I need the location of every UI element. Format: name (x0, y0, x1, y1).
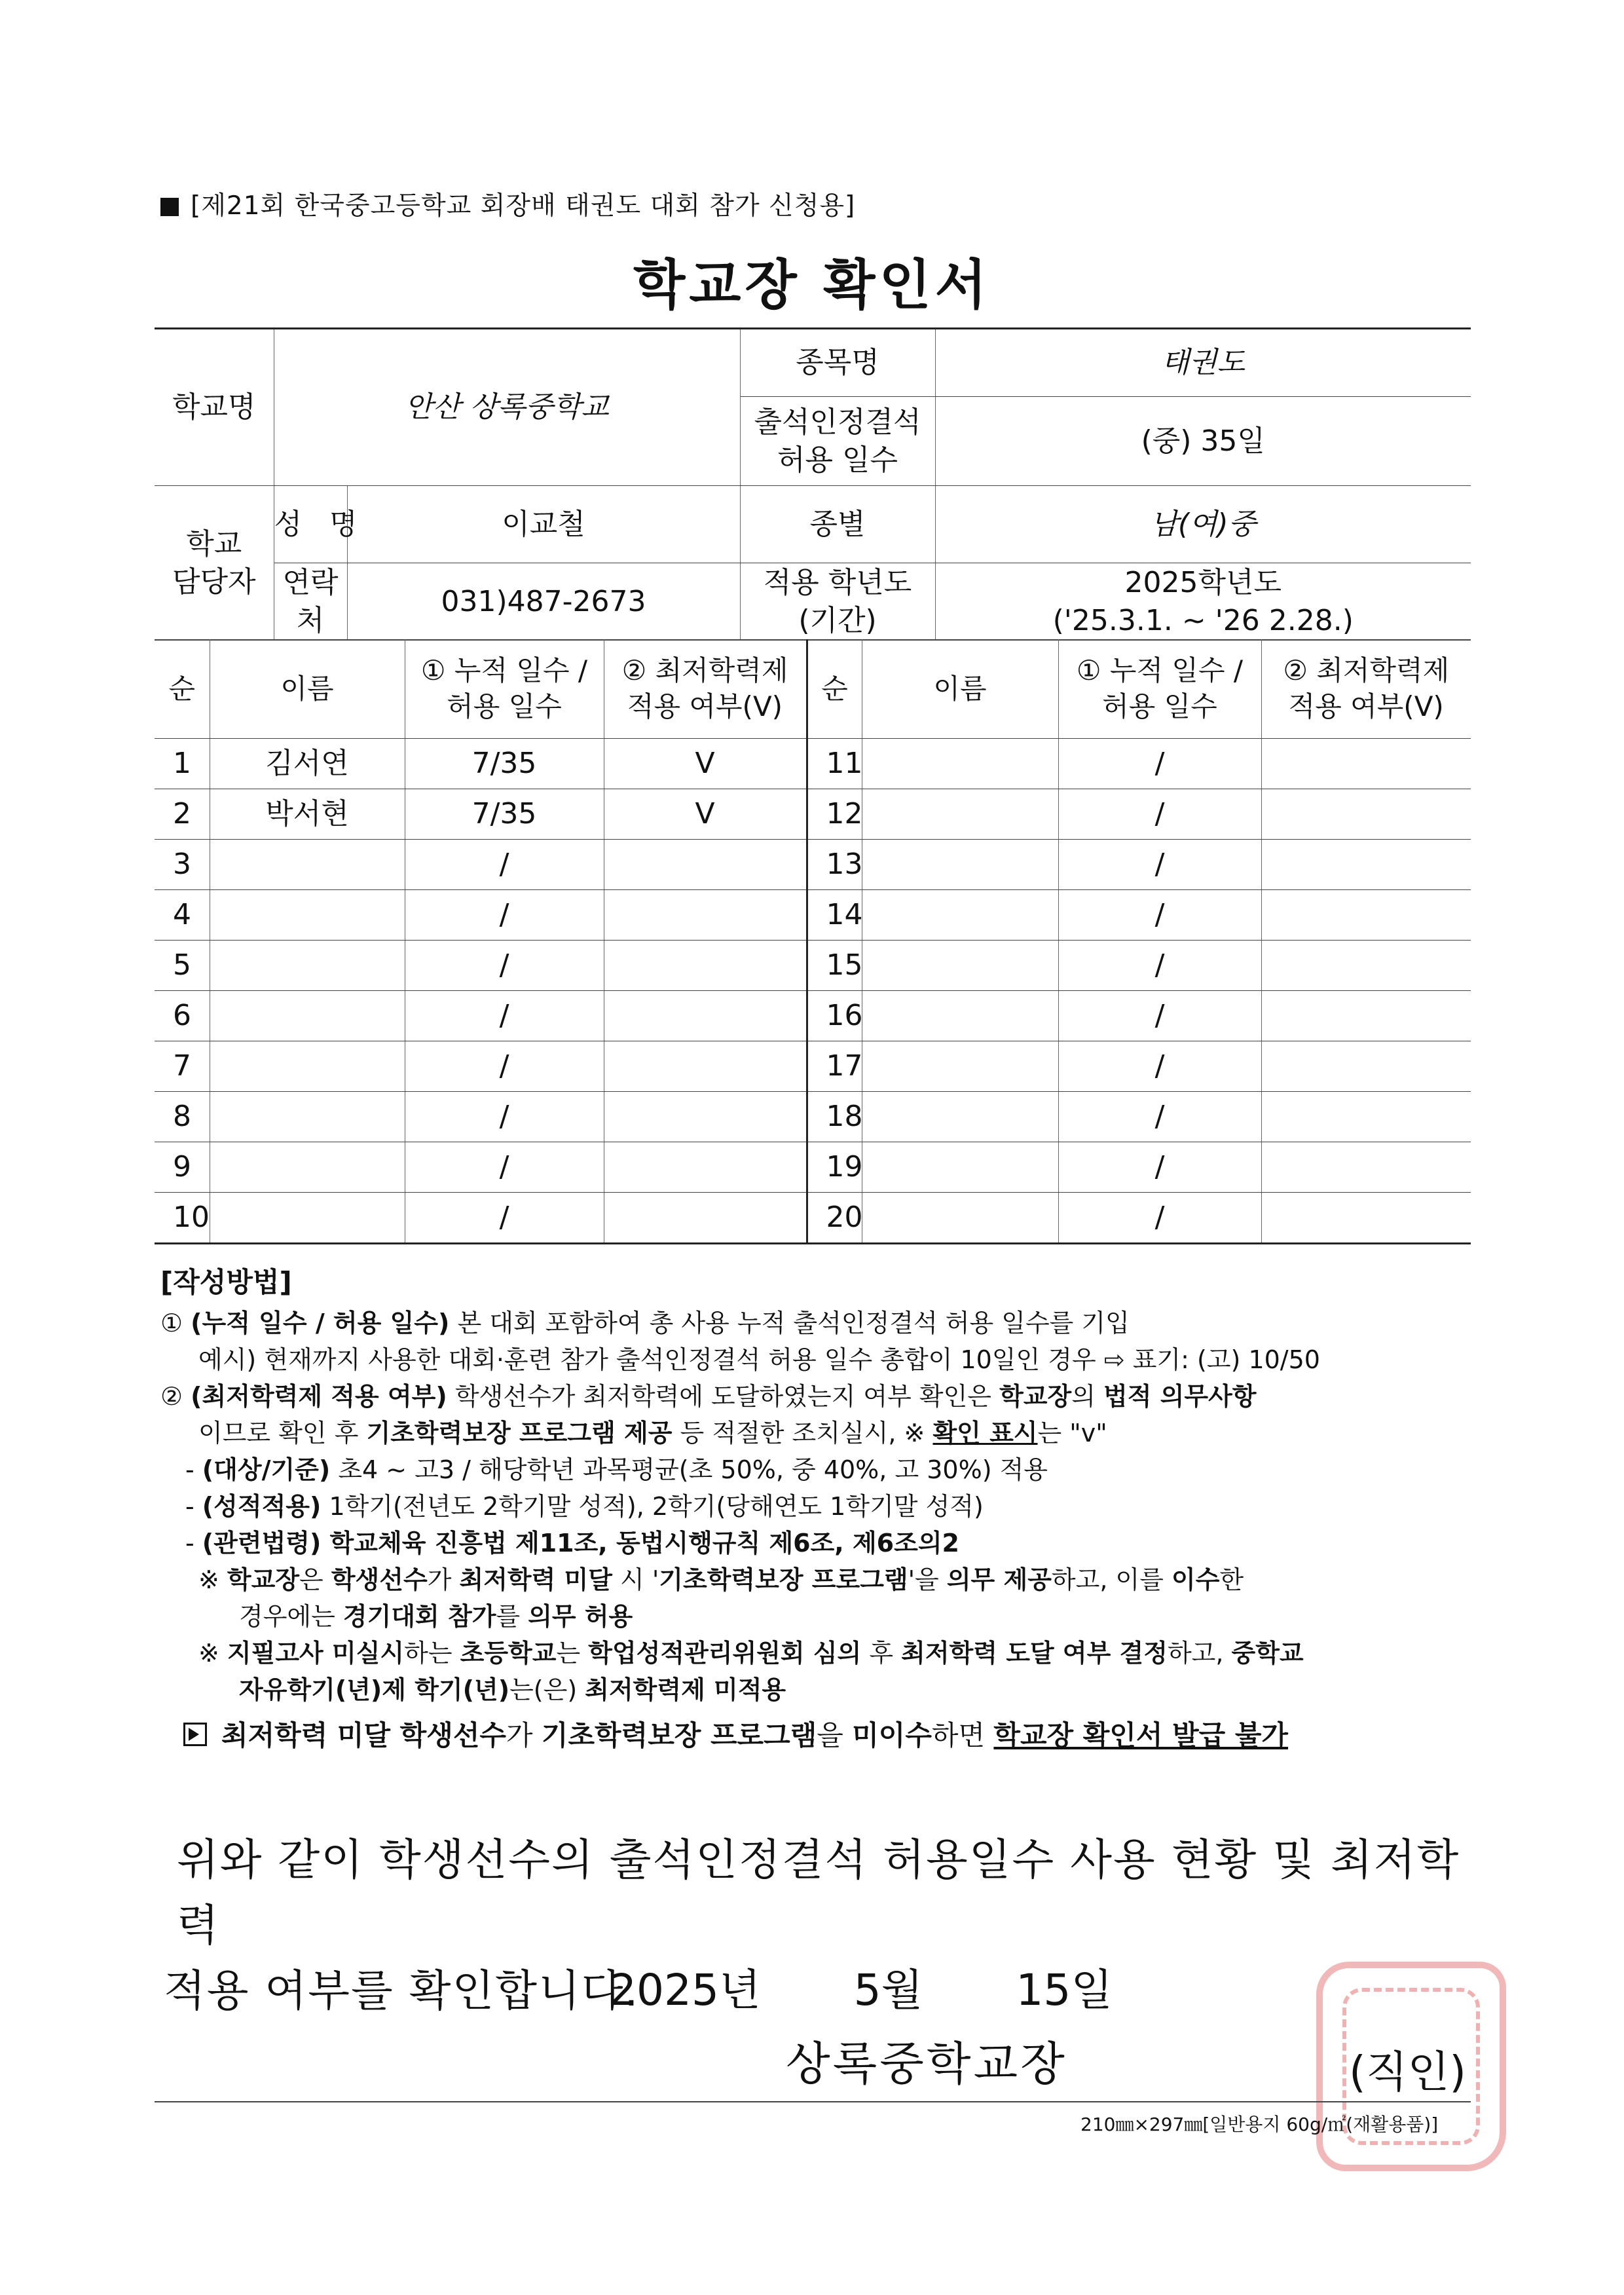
absence-days: / (1058, 941, 1261, 991)
row-number: 16 (807, 991, 862, 1041)
school-year-label-line1: 적용 학년도 (763, 566, 912, 600)
row-number: 8 (155, 1092, 210, 1142)
bold-term: 기초학력보장 프로그램 (659, 1565, 908, 1594)
instruction-text: 초4 ~ 고3 / 해당학년 과목평균(초 50%, 중 40%, 고 30%) 적용 (330, 1455, 1048, 1484)
min-score-check (604, 1142, 807, 1193)
instruction-text: 는 (556, 1639, 589, 1668)
bold-term: 경기대회 참가 (342, 1602, 496, 1631)
instruction-text: 본 대회 포함하여 총 사용 누적 출석인정결석 허용 일수를 기입 (449, 1309, 1130, 1337)
confirmation-line1: 위와 같이 학생선수의 출석인정결석 허용일수 사용 현황 및 최저학력 (177, 1835, 1460, 1950)
contact-group-label (155, 486, 274, 641)
student-name: 박서현 (210, 789, 405, 840)
bold-term: (최저학력제 적용 여부) (191, 1382, 447, 1411)
bold-term: 학교장 (999, 1382, 1072, 1411)
student-name (862, 739, 1058, 789)
bold-term: 최저학력 미달 (459, 1565, 612, 1594)
paper-spec-note: 210㎜×297㎜[일반용지 60g/㎡(재활용품)] (1080, 2114, 1439, 2135)
sport-value: 태권도 (935, 329, 1471, 397)
dash-bullet: - (185, 1455, 202, 1484)
absence-days: / (1058, 1193, 1261, 1244)
bottom-divider (155, 2101, 1471, 2102)
student-name (210, 991, 405, 1041)
instruction-text: 하는 (404, 1639, 460, 1668)
absence-days: / (1058, 1092, 1261, 1142)
min-score-check (604, 1193, 807, 1244)
row-number: 10 (155, 1193, 210, 1244)
bold-term: 지필고사 미실시 (227, 1639, 405, 1668)
col-header-days-right (1058, 640, 1261, 739)
absence-days: / (1058, 739, 1261, 789)
min-score-check (604, 941, 807, 991)
instruction-text: 등 적절한 조치실시, ※ (672, 1419, 933, 1447)
instruction-text: 학생선수가 최저학력에 도달하였는지 여부 확인은 (447, 1382, 1000, 1411)
min-score-check (604, 991, 807, 1041)
min-score-check (1261, 840, 1471, 890)
instruction-text: 1학기(전년도 2학기말 성적), 2학기(당해연도 1학기말 성적) (321, 1492, 984, 1521)
school-info-table (155, 327, 1471, 641)
col-header-days (405, 640, 604, 739)
table-row (155, 941, 1471, 991)
col-header-min-line1: ② 최저학력제 (621, 654, 788, 687)
absence-days-label-line1: 출석인정결석 (754, 405, 921, 439)
instruction-line (160, 1525, 1477, 1561)
student-name (862, 991, 1058, 1041)
row-number: 19 (807, 1142, 862, 1193)
row-number: 5 (155, 941, 210, 991)
circled-number: ② (160, 1382, 191, 1411)
sport-label: 종목명 (740, 329, 935, 397)
student-name (210, 840, 405, 890)
bold-term: (대상/기준) (202, 1455, 331, 1484)
table-row (155, 1193, 1471, 1244)
col-header-min-right-line1: ② 최저학력제 (1283, 654, 1450, 687)
table-row (155, 1142, 1471, 1193)
underlined-term: 학교장 확인서 발급 불가 (993, 1719, 1288, 1751)
min-score-check (1261, 890, 1471, 941)
col-header-days-right-line2: 허용 일수 (1102, 690, 1217, 722)
instruction-line (160, 1415, 1477, 1451)
contact-group-label-line1: 학교 (186, 527, 242, 561)
absence-days: / (1058, 789, 1261, 840)
table-row (155, 789, 1471, 840)
student-name (862, 789, 1058, 840)
col-header-seq: 순 (155, 640, 210, 739)
bold-term: 학생선수 (331, 1565, 428, 1594)
absence-days: / (1058, 991, 1261, 1041)
min-score-check: V (604, 789, 807, 840)
instruction-text: 한 (1219, 1565, 1244, 1594)
school-year-value-line1: 2025학년도 (1124, 566, 1282, 600)
row-number: 4 (155, 890, 210, 941)
dash-bullet: - (185, 1529, 202, 1558)
row-number: 3 (155, 840, 210, 890)
min-score-check (604, 890, 807, 941)
instruction-warning-line (160, 1717, 1477, 1754)
school-year-value (935, 563, 1471, 641)
school-year-value-line2: ('25.3.1. ~ '26 2.28.) (1052, 603, 1354, 637)
absence-days: / (405, 1092, 604, 1142)
table-row (155, 890, 1471, 941)
bold-term: 최저학력 미달 학생선수 (221, 1719, 506, 1751)
bold-term: 의무 허용 (528, 1602, 633, 1631)
form-header-line (160, 185, 855, 222)
min-score-check (1261, 1041, 1471, 1092)
col-header-name: 이름 (210, 640, 405, 739)
instruction-text: 시 ' (612, 1565, 659, 1594)
bold-term: 미이수 (852, 1719, 932, 1751)
instruction-text: 이므로 확인 후 (198, 1419, 367, 1447)
instruction-line (160, 1561, 1477, 1598)
col-header-min-right-line2: 적용 여부(V) (1288, 690, 1444, 722)
col-header-days-right-line1: ① 누적 일수 / (1076, 654, 1244, 687)
bold-term: (성적적용) (202, 1492, 322, 1521)
col-header-days-line1: ① 누적 일수 / (420, 654, 588, 687)
absence-days: / (1058, 1041, 1261, 1092)
row-number: 7 (155, 1041, 210, 1092)
gender-label: 종별 (740, 486, 935, 563)
student-name (210, 890, 405, 941)
instruction-text: 를 (496, 1602, 528, 1631)
bold-term: 중학교 (1231, 1639, 1304, 1668)
absence-days: / (405, 991, 604, 1041)
writing-instructions (160, 1264, 1477, 1754)
col-header-min-score (604, 640, 807, 739)
student-name (862, 1193, 1058, 1244)
student-name (862, 890, 1058, 941)
instruction-text: 하면 (931, 1719, 994, 1751)
instructions-title: [작성방법] (160, 1266, 292, 1298)
row-number: 13 (807, 840, 862, 890)
instruction-line (160, 1598, 1477, 1635)
row-number: 2 (155, 789, 210, 840)
col-header-seq-right: 순 (807, 640, 862, 739)
row-number: 9 (155, 1142, 210, 1193)
row-number: 17 (807, 1041, 862, 1092)
min-score-check: V (604, 739, 807, 789)
document-title: 학교장 확인서 (633, 254, 991, 316)
instruction-line (160, 1488, 1477, 1525)
absence-days: / (1058, 890, 1261, 941)
absence-days: / (1058, 840, 1261, 890)
table-row (155, 739, 1471, 789)
instruction-line (160, 1635, 1477, 1671)
phone-value: 031)487-2673 (347, 563, 740, 641)
student-name (862, 1092, 1058, 1142)
confirmation-line2: 적용 여부를 확인합니다. (164, 1966, 640, 2016)
row-number: 6 (155, 991, 210, 1041)
instruction-text: 는 "v" (1037, 1419, 1107, 1447)
instruction-text: 의 (1071, 1382, 1104, 1411)
row-number: 14 (807, 890, 862, 941)
student-name (210, 1193, 405, 1244)
instruction-text: 하고, 이를 (1051, 1565, 1172, 1594)
table-row (155, 991, 1471, 1041)
absence-days-value: (중) 35일 (935, 397, 1471, 486)
school-year-label-line2: (기간) (798, 603, 877, 637)
bold-term: 최저학력제 미적용 (585, 1675, 786, 1704)
student-name (210, 1092, 405, 1142)
student-name (210, 1041, 405, 1092)
absence-days: / (405, 1142, 604, 1193)
student-name (862, 840, 1058, 890)
row-number: 20 (807, 1193, 862, 1244)
min-score-check (1261, 991, 1471, 1041)
school-name-value: 안산 상록중학교 (274, 329, 740, 486)
school-name-label: 학교명 (155, 329, 274, 486)
instruction-text: 가 (506, 1719, 542, 1751)
circled-number: ① (160, 1309, 191, 1337)
min-score-check (1261, 1092, 1471, 1142)
principal-name: 상록중학교장 (786, 2037, 1067, 2091)
instruction-line: 예시) 현재까지 사용한 대회·훈련 참가 출석인정결석 허용 일수 총합이 10일인 경우 ⇨ 표기: (고) 10/50 (198, 1345, 1320, 1374)
dash-bullet: - (185, 1492, 202, 1521)
instruction-text: 가 (427, 1565, 460, 1594)
absence-days-label-line2: 허용 일수 (777, 443, 898, 477)
row-number: 18 (807, 1092, 862, 1142)
col-header-min-score-right (1261, 640, 1471, 739)
row-number: 12 (807, 789, 862, 840)
student-name (862, 941, 1058, 991)
manager-name-label: 성 명 (274, 486, 347, 563)
arrow-box-icon (183, 1723, 207, 1746)
absence-days: / (1058, 1142, 1261, 1193)
note-mark: ※ (198, 1639, 227, 1668)
absence-days: 7/35 (405, 789, 604, 840)
absence-days: / (405, 1193, 604, 1244)
row-number: 1 (155, 739, 210, 789)
bold-term: 이수 (1171, 1565, 1220, 1594)
student-name (862, 1041, 1058, 1092)
bold-term: 초등학교 (460, 1639, 557, 1668)
row-number: 11 (807, 739, 862, 789)
absence-days: / (405, 890, 604, 941)
table-row (155, 1092, 1471, 1142)
row-number: 15 (807, 941, 862, 991)
manager-name-value: 이교철 (347, 486, 740, 563)
col-header-name-right: 이름 (862, 640, 1058, 739)
min-score-check (604, 1041, 807, 1092)
student-name (210, 1142, 405, 1193)
min-score-check (604, 840, 807, 890)
bold-term: 기초학력보장 프로그램 제공 (366, 1419, 673, 1447)
instruction-text: 후 (861, 1639, 902, 1668)
absence-days: / (405, 941, 604, 991)
min-score-check (1261, 941, 1471, 991)
bold-term: 의무 제공 (946, 1565, 1052, 1594)
instruction-text: 하고, (1167, 1639, 1232, 1668)
student-name (862, 1142, 1058, 1193)
col-header-min-line2: 적용 여부(V) (627, 690, 783, 722)
min-score-check (1261, 739, 1471, 789)
student-list-table (155, 639, 1471, 1244)
bold-term: (누적 일수 / 허용 일수) (191, 1309, 450, 1337)
absence-days: 7/35 (405, 739, 604, 789)
phone-label: 연락처 (274, 563, 347, 641)
min-score-check (1261, 1142, 1471, 1193)
issue-date: 2025년 5월 15일 (609, 1965, 1113, 2015)
instruction-line (160, 1305, 1477, 1341)
gender-value: 남(여)중 (935, 486, 1471, 563)
absence-days: / (405, 840, 604, 890)
col-header-days-line2: 허용 일수 (447, 690, 562, 722)
underlined-term: 확인 표시 (932, 1419, 1038, 1447)
bold-term: 최저학력 도달 여부 결정 (901, 1639, 1168, 1668)
instruction-line (160, 1451, 1477, 1488)
min-score-check (604, 1092, 807, 1142)
note-mark: ※ (198, 1565, 227, 1594)
min-score-check (1261, 1193, 1471, 1244)
bold-term: 법적 의무사항 (1103, 1382, 1257, 1411)
instruction-line (160, 1671, 1477, 1708)
instruction-text: 을 (817, 1719, 853, 1751)
bold-term: (관련법령) 학교체육 진흥법 제11조, 동법시행규칙 제6조, 제6조의2 (202, 1529, 959, 1558)
instruction-text: 은 (299, 1565, 331, 1594)
bold-term: 기초학력보장 프로그램 (541, 1719, 817, 1751)
bold-term: 자유학기(년)제 학기(년) (239, 1675, 510, 1704)
instruction-line (160, 1378, 1477, 1415)
school-year-label (740, 563, 935, 641)
bold-term: 학교장 (227, 1565, 300, 1594)
square-bullet-icon (160, 198, 179, 216)
table-row (155, 1041, 1471, 1092)
form-header-text: [제21회 한국중고등학교 회장배 태권도 대회 참가 신청용] (191, 191, 856, 221)
absence-days: / (405, 1041, 604, 1092)
instruction-text: '을 (908, 1565, 947, 1594)
instruction-text: 는(은) (509, 1675, 585, 1704)
instruction-text: 경우에는 (239, 1602, 343, 1631)
absence-days-label (740, 397, 935, 486)
table-row (155, 840, 1471, 890)
student-name: 김서연 (210, 739, 405, 789)
seal-label: (직인) (1349, 2047, 1467, 2097)
bold-term: 학업성적관리위원회 심의 (588, 1639, 862, 1668)
min-score-check (1261, 789, 1471, 840)
contact-group-label-line2: 담당자 (172, 565, 256, 599)
student-name (210, 941, 405, 991)
